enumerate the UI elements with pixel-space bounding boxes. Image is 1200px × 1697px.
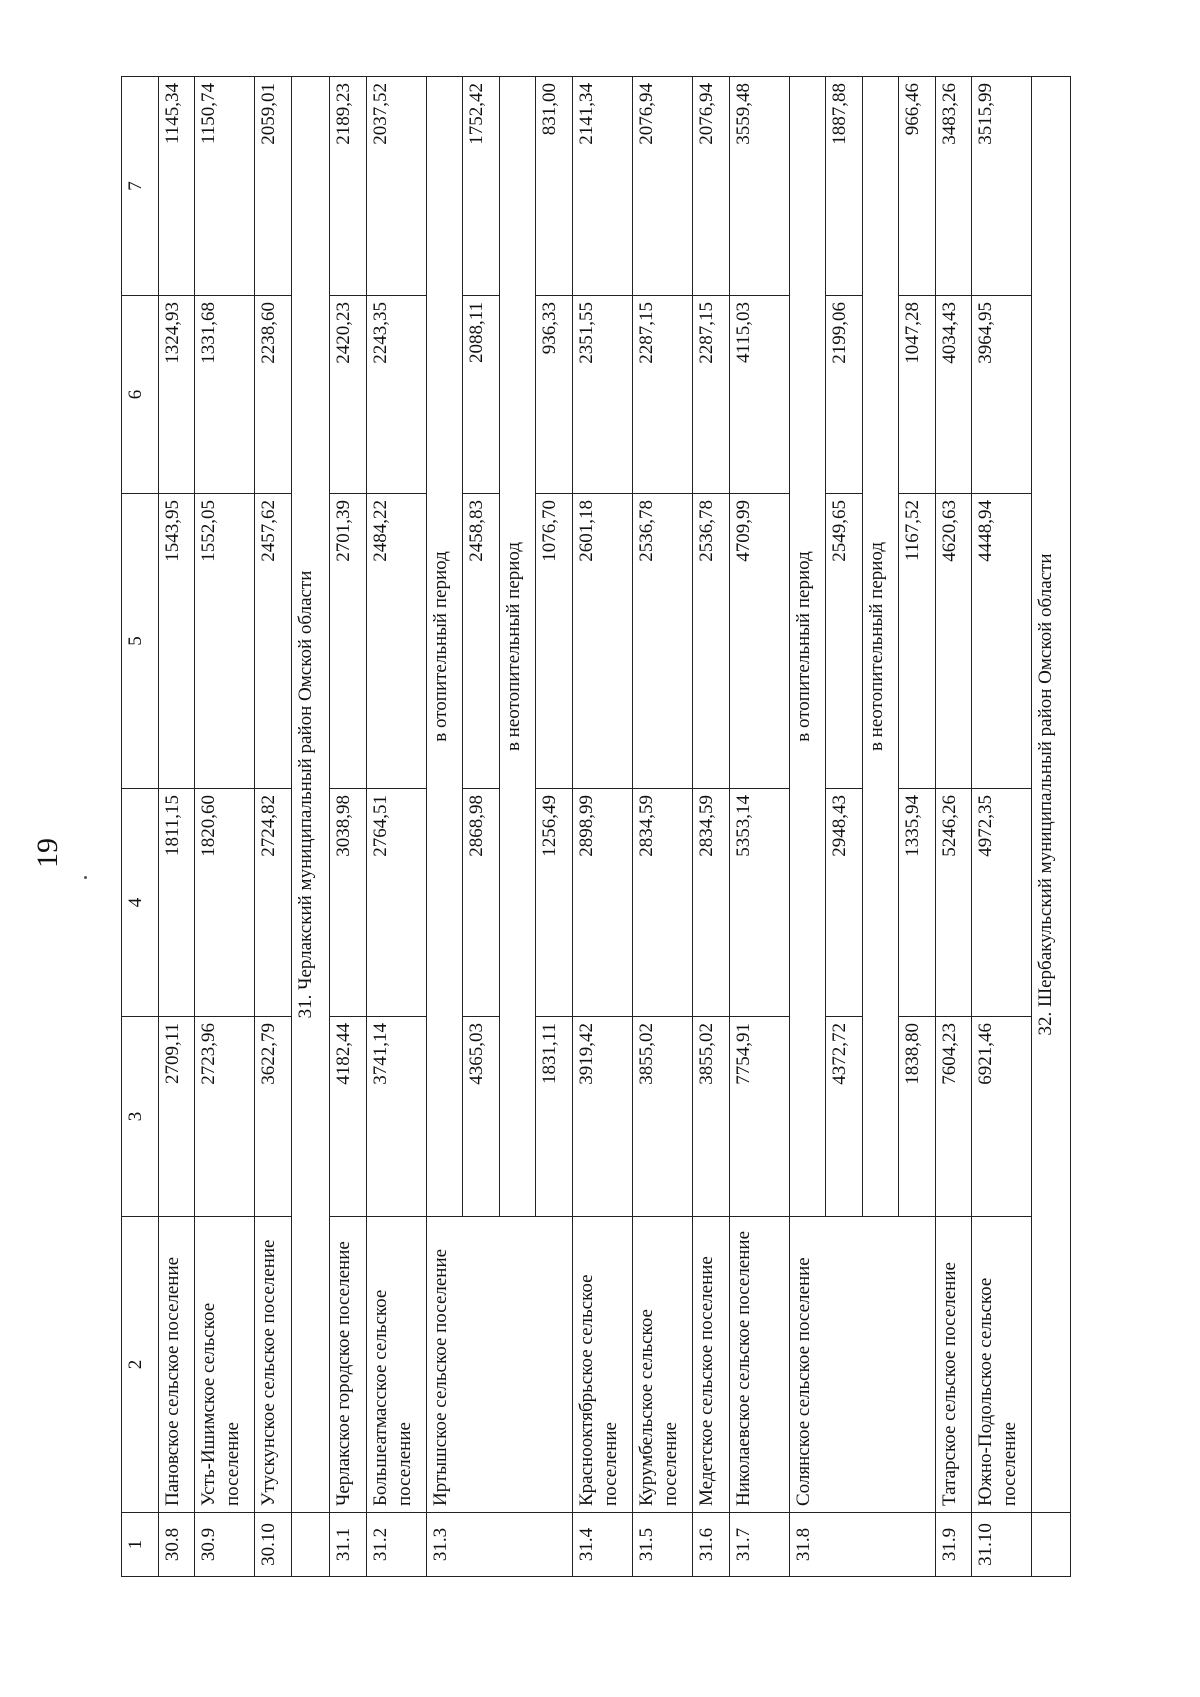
row-name: Медетское сельское поселение [693,1217,730,1513]
section-empty-cell [1032,1513,1071,1577]
table-row [426,77,463,1577]
page-number: 19 [31,838,64,868]
row-value-col7: 966,46 [899,77,936,296]
section-row [1032,77,1071,1577]
row-value-col4: 2948,43 [826,789,863,1017]
row-value-col3: 3622,79 [255,1017,292,1217]
row-name: Курумбельское сельское поселение [632,1217,692,1513]
row-value-col4: 5353,14 [729,789,789,1017]
row-value-col3: 3919,42 [572,1017,632,1217]
row-value-col6: 1047,28 [899,296,936,494]
row-value-col5: 2457,62 [255,494,292,789]
table-row [789,77,826,1577]
table-row [330,77,367,1577]
row-value-col3: 2709,11 [158,1017,195,1217]
header-col-1: 1 [122,1513,159,1577]
row-value-col3: 1838,80 [899,1017,936,1217]
row-value-col7: 1150,74 [195,77,255,296]
row-id: 30.8 [158,1513,195,1577]
row-value-col3: 3741,14 [366,1017,426,1217]
row-value-col4: 2868,98 [463,789,500,1017]
row-value-col4: 1820,60 [195,789,255,1017]
tariff-table-frame [121,77,1071,1577]
row-value-col6: 1324,93 [158,296,195,494]
scan-speck [84,876,87,879]
row-id: 31.2 [366,1513,426,1577]
row-value-col5: 4620,63 [935,494,972,789]
header-col-4: 4 [122,789,159,1017]
row-value-col4: 2764,51 [366,789,426,1017]
section-32-title: 32. Шербакульский муниципальный район Омской области [1032,77,1071,1513]
row-value-col6: 2088,11 [463,296,500,494]
row-name: Усть-Ишимское сельское поселение [195,1217,255,1513]
row-value-col5: 2536,78 [632,494,692,789]
row-value-col7: 2076,94 [693,77,730,296]
row-value-col6: 4034,43 [935,296,972,494]
row-value-col7: 3559,48 [729,77,789,296]
row-id: 31.9 [935,1513,972,1577]
period-label-nonheating: в неотопительный период [499,77,536,1217]
row-value-col7: 2141,34 [572,77,632,296]
table-row [366,77,426,1577]
row-value-col4: 2724,82 [255,789,292,1017]
row-name: Солянское сельское поселение [789,1217,935,1513]
row-value-col7: 1752,42 [463,77,500,296]
row-value-col7: 3483,26 [935,77,972,296]
row-value-col7: 1145,34 [158,77,195,296]
row-id: 31.5 [632,1513,692,1577]
row-name: Краснооктябрьское сельское поселение [572,1217,632,1513]
row-value-col6: 936,33 [536,296,573,494]
row-value-col6: 2243,35 [366,296,426,494]
row-name: Пановское сельское поселение [158,1217,195,1513]
row-name: Татарское сельское поселение [935,1217,972,1513]
row-value-col4: 2834,59 [632,789,692,1017]
table-row [158,77,195,1577]
row-value-col5: 2701,39 [330,494,367,789]
row-value-col5: 2549,65 [826,494,863,789]
tariff-table [121,76,1071,1577]
row-value-col6: 2238,60 [255,296,292,494]
row-value-col3: 3855,02 [632,1017,692,1217]
header-col-5: 5 [122,494,159,789]
table-row [693,77,730,1577]
row-value-col7: 2076,94 [632,77,692,296]
table-row [632,77,692,1577]
section-empty-cell [291,1513,330,1577]
row-value-col5: 1552,05 [195,494,255,789]
period-label-heating: в отопительный период [789,77,826,1217]
header-col-6: 6 [122,296,159,494]
row-id: 31.10 [972,1513,1032,1577]
row-id: 31.8 [789,1513,935,1577]
header-col-3: 3 [122,1017,159,1217]
row-value-col5: 1543,95 [158,494,195,789]
tariff-table-body [122,77,1071,1577]
row-value-col5: 2536,78 [693,494,730,789]
table-row [729,77,789,1577]
row-name: Николаевское сельское поселение [729,1217,789,1513]
row-name: Большеатмасское сельское поселение [366,1217,426,1513]
row-value-col5: 1076,70 [536,494,573,789]
row-name: Южно-Подольское сельское поселение [972,1217,1032,1513]
table-row [972,77,1032,1577]
row-value-col5: 2484,22 [366,494,426,789]
row-value-col3: 3855,02 [693,1017,730,1217]
row-value-col7: 3515,99 [972,77,1032,296]
row-value-col3: 6921,46 [972,1017,1032,1217]
row-value-col6: 2351,55 [572,296,632,494]
row-value-col3: 7754,91 [729,1017,789,1217]
header-col-2: 2 [122,1217,159,1513]
row-value-col3: 2723,96 [195,1017,255,1217]
row-id: 31.4 [572,1513,632,1577]
row-name: Черлакское городское поселение [330,1217,367,1513]
row-value-col4: 2834,59 [693,789,730,1017]
row-value-col6: 2287,15 [632,296,692,494]
table-row [255,77,292,1577]
row-value-col5: 4448,94 [972,494,1032,789]
row-value-col3: 1831,11 [536,1017,573,1217]
row-value-col6: 2199,06 [826,296,863,494]
row-value-col5: 4709,99 [729,494,789,789]
row-value-col7: 2037,52 [366,77,426,296]
row-value-col5: 2458,83 [463,494,500,789]
row-value-col3: 4365,03 [463,1017,500,1217]
row-value-col4: 1256,49 [536,789,573,1017]
row-id: 30.9 [195,1513,255,1577]
row-value-col7: 2059,01 [255,77,292,296]
row-value-col3: 4372,72 [826,1017,863,1217]
row-value-col4: 2898,99 [572,789,632,1017]
row-value-col4: 3038,98 [330,789,367,1017]
header-col-7: 7 [122,77,159,296]
row-id: 31.3 [426,1513,572,1577]
table-row [935,77,972,1577]
row-value-col5: 1167,52 [899,494,936,789]
section-row [291,77,330,1577]
period-label-heating: в отопительный период [426,77,463,1217]
period-label-nonheating: в неотопительный период [862,77,899,1217]
row-value-col7: 2189,23 [330,77,367,296]
row-id: 31.7 [729,1513,789,1577]
table-row [195,77,255,1577]
row-value-col4: 1811,15 [158,789,195,1017]
table-row [572,77,632,1577]
row-value-col6: 1331,68 [195,296,255,494]
row-value-col7: 831,00 [536,77,573,296]
row-value-col3: 4182,44 [330,1017,367,1217]
row-value-col6: 2420,23 [330,296,367,494]
row-value-col4: 1335,94 [899,789,936,1017]
row-name: Иртышское сельское поселение [426,1217,572,1513]
row-value-col6: 4115,03 [729,296,789,494]
row-value-col7: 1887,88 [826,77,863,296]
row-value-col6: 2287,15 [693,296,730,494]
row-value-col4: 4972,35 [972,789,1032,1017]
row-value-col3: 7604,23 [935,1017,972,1217]
row-value-col5: 2601,18 [572,494,632,789]
section-31-title: 31. Черлакский муниципальный район Омской области [291,77,330,1513]
row-id: 31.6 [693,1513,730,1577]
row-value-col6: 3964,95 [972,296,1032,494]
row-id: 30.10 [255,1513,292,1577]
row-id: 31.1 [330,1513,367,1577]
row-name: Утускунское сельское поселение [255,1217,292,1513]
row-value-col4: 5246,26 [935,789,972,1017]
header-row [122,77,159,1577]
